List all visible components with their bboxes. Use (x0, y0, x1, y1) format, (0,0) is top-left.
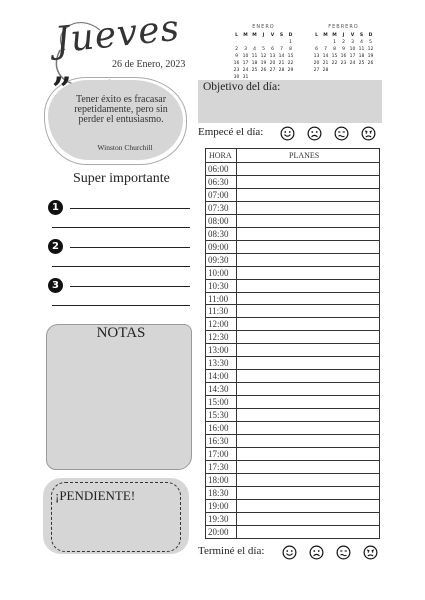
objective-label: Objetivo del día: (203, 81, 281, 93)
calendar-day: 9 (342, 47, 345, 52)
notes-title: NOTAS (96, 325, 146, 341)
calendar-day: 5 (369, 40, 372, 45)
planner-time: 14:30 (208, 384, 229, 395)
planner-time: 07:30 (208, 202, 229, 213)
calendar-day (348, 67, 357, 74)
calendar-day: 22 (331, 61, 338, 66)
weekday: D (368, 33, 373, 38)
planner-time: 09:00 (208, 241, 229, 252)
calendar-day (312, 39, 321, 46)
quote-mark-icon: ” (52, 70, 72, 110)
planner-time: 17:30 (208, 461, 229, 472)
start-mood-label: Empecé el día: (198, 126, 264, 138)
calendar-day: 1 (289, 40, 292, 45)
calendar-day (241, 39, 250, 46)
planner-row[interactable] (206, 253, 379, 266)
calendar-day: 2 (342, 40, 345, 45)
planner-time: 15:00 (208, 397, 229, 408)
planner-row[interactable] (206, 395, 379, 408)
calendar-day: 26 (260, 68, 267, 73)
happy-face-icon[interactable] (282, 545, 297, 560)
calendar-day: 15 (331, 54, 338, 59)
planner-time: 06:00 (208, 164, 229, 174)
planner-time: 17:00 (208, 448, 229, 459)
calendar-week (312, 46, 375, 53)
calendar-day: 24 (242, 68, 249, 73)
planner-row[interactable] (206, 460, 379, 473)
weekday: S (359, 33, 364, 38)
calendar-day: 7 (324, 47, 327, 52)
sad-face-icon[interactable] (309, 545, 324, 560)
calendar-february (312, 24, 375, 74)
calendar-weeks (232, 39, 295, 81)
calendar-day (268, 39, 277, 46)
angry-face-icon[interactable] (361, 126, 376, 141)
planner-time: 13:30 (208, 358, 229, 369)
calendar-day: 6 (271, 47, 274, 52)
quote-author: Winston Churchill (97, 143, 153, 152)
planner-row[interactable] (206, 330, 379, 343)
planner-time: 12:00 (208, 319, 229, 330)
calendar-day: 12 (260, 54, 267, 59)
planner-time: 06:30 (208, 176, 229, 187)
calendar-day: 23 (340, 61, 347, 66)
sad-face-icon[interactable] (307, 126, 322, 141)
calendar-day: 16 (340, 54, 347, 59)
calendar-day: 21 (278, 61, 285, 66)
calendar-week (312, 67, 375, 74)
calendar-day (339, 67, 348, 74)
priority-line[interactable] (70, 286, 190, 287)
calendar-day: 25 (251, 68, 258, 73)
calendar-day: 24 (349, 61, 356, 66)
planner-time: 07:00 (208, 189, 229, 200)
planner-time: 14:00 (208, 371, 229, 382)
planner-time: 08:00 (208, 215, 229, 226)
calendar-day: 15 (287, 54, 294, 59)
weekday: M (332, 33, 337, 38)
calendar-day: 13 (269, 54, 276, 59)
calendar-day: 23 (233, 68, 240, 73)
priority-line[interactable] (70, 208, 190, 209)
planner-plans-header: PLANES (289, 151, 320, 160)
calendar-day: 11 (251, 54, 258, 59)
pending-title: ¡PENDIENTE! (55, 488, 136, 503)
planner-time: 11:30 (208, 306, 229, 317)
calendar-day: 7 (280, 47, 283, 52)
calendar-day (277, 39, 286, 46)
calendar-week (232, 60, 295, 67)
priority-line[interactable] (52, 305, 190, 306)
planner-time: 19:30 (208, 513, 229, 524)
planner-row[interactable] (206, 279, 379, 292)
planner-time: 18:00 (208, 474, 229, 485)
calendar-weeks (312, 39, 375, 74)
calendar-day (250, 39, 259, 46)
calendar-day (330, 67, 339, 74)
weekday: M (252, 33, 257, 38)
calendar-day: 9 (235, 54, 238, 59)
planner-time: 09:30 (208, 254, 229, 265)
day-title: Jueves (53, 7, 182, 62)
calendar-day (357, 67, 366, 74)
calendar-day: 28 (322, 68, 329, 73)
calendar-day: 26 (367, 61, 374, 66)
calendar-week (232, 46, 295, 53)
planner-time: 13:00 (208, 345, 229, 356)
priority-line[interactable] (52, 227, 190, 228)
calendar-week (232, 67, 295, 74)
planner-hour-header: HORA (209, 151, 232, 160)
end-mood-faces (282, 544, 387, 561)
planner-row[interactable] (206, 499, 379, 512)
planner-time: 11:00 (208, 293, 229, 304)
weekday: V (350, 33, 355, 38)
weekday: J (342, 33, 345, 38)
calendar-day: 1 (333, 40, 336, 45)
end-mood-label: Terminé el día: (198, 545, 265, 557)
priority-number-3: 3 (48, 278, 63, 293)
planner-row[interactable] (206, 343, 379, 356)
calendar-day: 14 (322, 54, 329, 59)
calendar-day (366, 67, 375, 74)
calendar-day: 18 (358, 54, 365, 59)
planner-row[interactable] (206, 512, 379, 525)
calendar-day: 8 (333, 47, 336, 52)
planner-row[interactable] (206, 473, 379, 486)
weekday: L (235, 33, 238, 38)
calendar-day: 28 (278, 68, 285, 73)
calendar-week (312, 53, 375, 60)
planner-table (205, 148, 380, 539)
planner-row[interactable] (206, 486, 379, 499)
weekday: M (323, 33, 328, 38)
tired-face-icon[interactable] (334, 126, 349, 141)
weekday: D (288, 33, 293, 38)
calendar-day: 31 (242, 75, 249, 80)
calendar-month-title: FEBRERO (328, 24, 359, 30)
calendar-day: 12 (367, 47, 374, 52)
calendar-day: 29 (287, 68, 294, 73)
planner-time: 16:30 (208, 435, 229, 446)
calendar-day: 20 (313, 61, 320, 66)
planner-row[interactable] (206, 227, 379, 240)
planner-time: 12:30 (208, 332, 229, 343)
calendar-day: 27 (269, 68, 276, 73)
happy-face-icon[interactable] (280, 126, 295, 141)
planner-row[interactable] (206, 240, 379, 253)
quote-text: Tener éxito es fracasar repetidamente, pero sin perder el entusiasmo. (74, 94, 168, 125)
planner-row[interactable] (206, 434, 379, 447)
calendar-day: 18 (251, 61, 258, 66)
planner-time: 19:00 (208, 500, 229, 511)
calendar-day (259, 39, 268, 46)
planner-time: 16:00 (208, 423, 229, 433)
priority-number-2: 2 (48, 239, 63, 254)
angry-face-icon[interactable] (363, 545, 378, 560)
calendar-month-title: ENERO (252, 24, 275, 30)
planner-row[interactable] (206, 162, 379, 175)
tired-face-icon[interactable] (336, 545, 351, 560)
priority-line[interactable] (70, 247, 190, 248)
calendar-week (232, 53, 295, 60)
calendar-day: 19 (367, 54, 374, 59)
calendar-day: 17 (349, 54, 356, 59)
planner-row[interactable] (206, 292, 379, 305)
calendar-grid (312, 32, 375, 74)
planner-time: 08:30 (208, 228, 229, 239)
planner-row[interactable] (206, 175, 379, 188)
weekday: M (243, 33, 248, 38)
calendar-day (232, 39, 241, 46)
planner-time: 20:00 (208, 526, 229, 537)
calendar-day: 25 (358, 61, 365, 66)
priority-line[interactable] (52, 266, 190, 267)
planner-row[interactable] (206, 525, 379, 538)
planner-row[interactable] (206, 214, 379, 227)
calendar-day: 10 (349, 47, 356, 52)
planner-row[interactable] (206, 382, 379, 395)
calendar-day: 3 (351, 40, 354, 45)
calendar-day: 5 (262, 47, 265, 52)
planner-row[interactable] (206, 201, 379, 214)
calendar-day: 4 (360, 40, 363, 45)
planner-row[interactable] (206, 421, 379, 434)
planner-row[interactable] (206, 369, 379, 382)
calendar-day: 16 (233, 61, 240, 66)
calendar-week (312, 39, 375, 46)
calendar-day: 4 (253, 47, 256, 52)
planner-time: 10:30 (208, 280, 229, 291)
weekday: V (270, 33, 275, 38)
calendar-day: 20 (269, 61, 276, 66)
important-title: Super importante (73, 171, 170, 186)
notes-box[interactable] (46, 324, 192, 470)
priority-number-1: 1 (48, 200, 63, 215)
calendar-day: 11 (358, 47, 365, 52)
planner-row[interactable] (206, 317, 379, 330)
planner-time: 18:30 (208, 487, 229, 498)
planner-row[interactable] (206, 188, 379, 201)
calendar-day: 10 (242, 54, 249, 59)
planner-row[interactable] (206, 408, 379, 421)
planner-row[interactable] (206, 266, 379, 279)
calendar-day: 27 (313, 68, 320, 73)
calendar-day: 17 (242, 61, 249, 66)
calendar-day: 2 (235, 47, 238, 52)
calendar-week (232, 39, 295, 46)
date-label: 26 de Enero, 2023 (112, 59, 186, 70)
calendar-day: 21 (322, 61, 329, 66)
calendar-day: 19 (260, 61, 267, 66)
weekday: J (262, 33, 265, 38)
calendar-day: 30 (233, 75, 240, 80)
weekday: S (279, 33, 284, 38)
calendar-day: 3 (244, 47, 247, 52)
planner-time: 10:00 (208, 267, 229, 278)
calendar-day: 14 (278, 54, 285, 59)
calendar-day (321, 39, 330, 46)
start-mood-faces (280, 125, 385, 142)
calendar-day: 6 (315, 47, 318, 52)
calendar-day: 13 (313, 54, 320, 59)
weekday: L (315, 33, 318, 38)
calendar-january (232, 24, 295, 81)
calendar-day: 8 (289, 47, 292, 52)
planner-row[interactable] (206, 447, 379, 460)
calendar-grid (232, 32, 295, 81)
calendar-day: 22 (287, 61, 294, 66)
planner-row[interactable] (206, 356, 379, 369)
calendar-week (312, 60, 375, 67)
planner-row[interactable] (206, 304, 379, 317)
planner-time: 15:30 (208, 410, 229, 421)
